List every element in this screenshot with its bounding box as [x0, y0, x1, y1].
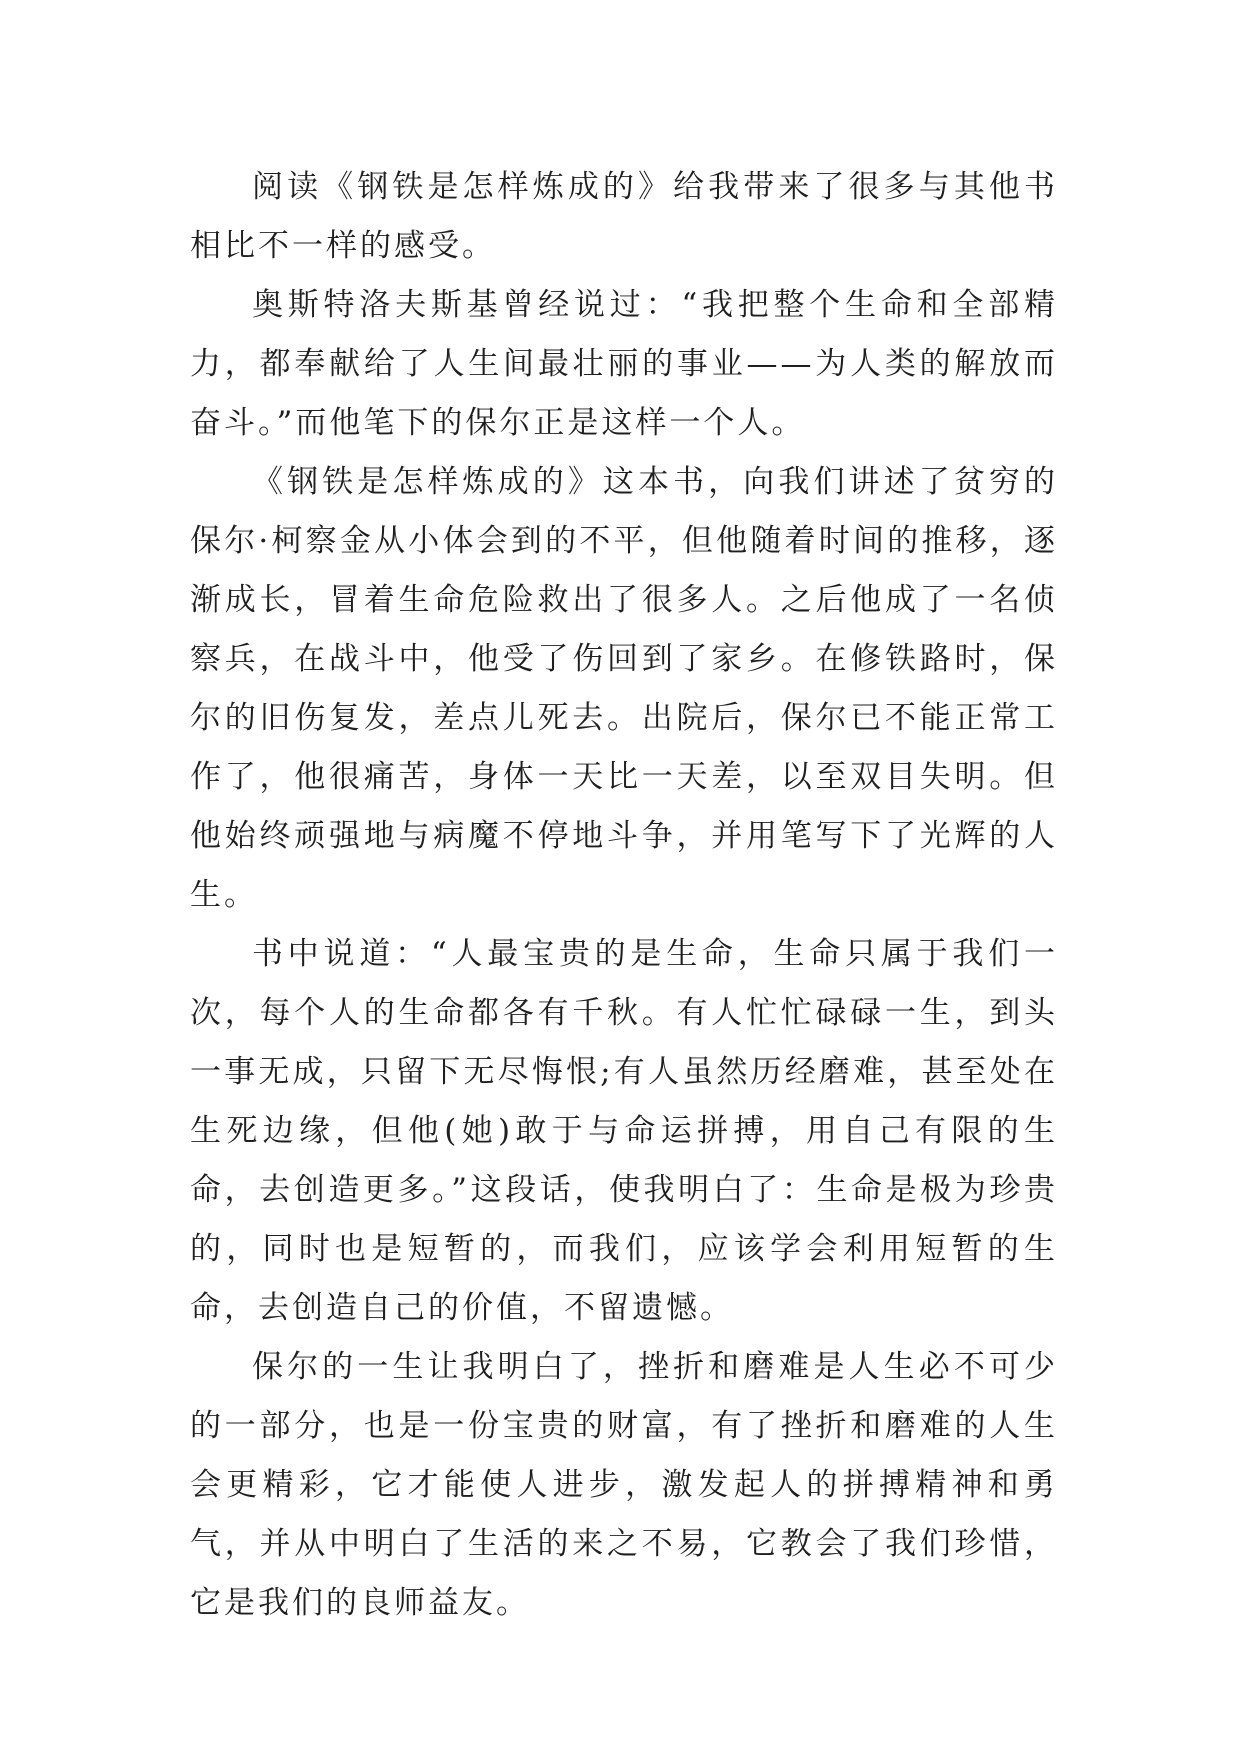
document-body [190, 158, 1058, 1633]
paragraph-1: 阅读《钢铁是怎样炼成的》给我带来了很多与其他书相比不一样的感受。 [190, 169, 1058, 264]
paragraph-5: 保尔的一生让我明白了，挫折和磨难是人生必不可少的一部分，也是一份宝贵的财富，有了挫折和磨难的人生会更精彩，它才能使人进步，激发起人的拼搏精神和勇气，并从中明白了生活的来之不易，它教会了我们珍惜，它是我们的良师益友。 [190, 1349, 1058, 1621]
paragraph-2: 奥斯特洛夫斯基曾经说过：“我把整个生命和全部精力，都奉献给了人生间最壮丽的事业——为人类的解放而奋斗。”而他笔下的保尔正是这样一个人。 [190, 287, 1058, 441]
paragraph-4: 书中说道：“人最宝贵的是生命，生命只属于我们一次，每个人的生命都各有千秋。有人忙忙碌碌一生，到头一事无成，只留下无尽悔恨;有人虽然历经磨难，甚至处在生死边缘，但他(她)敢于与命运拼搏，用自己有限的生命，去创造更多。”这段话，使我明白了：生命是极为珍贵的，同时也是短暂的，而我们，应该学会利用短暂的生命，去创造自己的价值，不留遗憾。 [190, 936, 1058, 1326]
paragraph-3: 《钢铁是怎样炼成的》这本书，向我们讲述了贫穷的保尔·柯察金从小体会到的不平，但他随着时间的推移，逐渐成长，冒着生命危险救出了很多人。之后他成了一名侦察兵，在战斗中，他受了伤回到了家乡。在修铁路时，保尔的旧伤复发，差点儿死去。出院后，保尔已不能正常工作了，他很痛苦，身体一天比一天差，以至双目失明。但他始终顽强地与病魔不停地斗争，并用笔写下了光辉的人生。 [190, 464, 1058, 913]
